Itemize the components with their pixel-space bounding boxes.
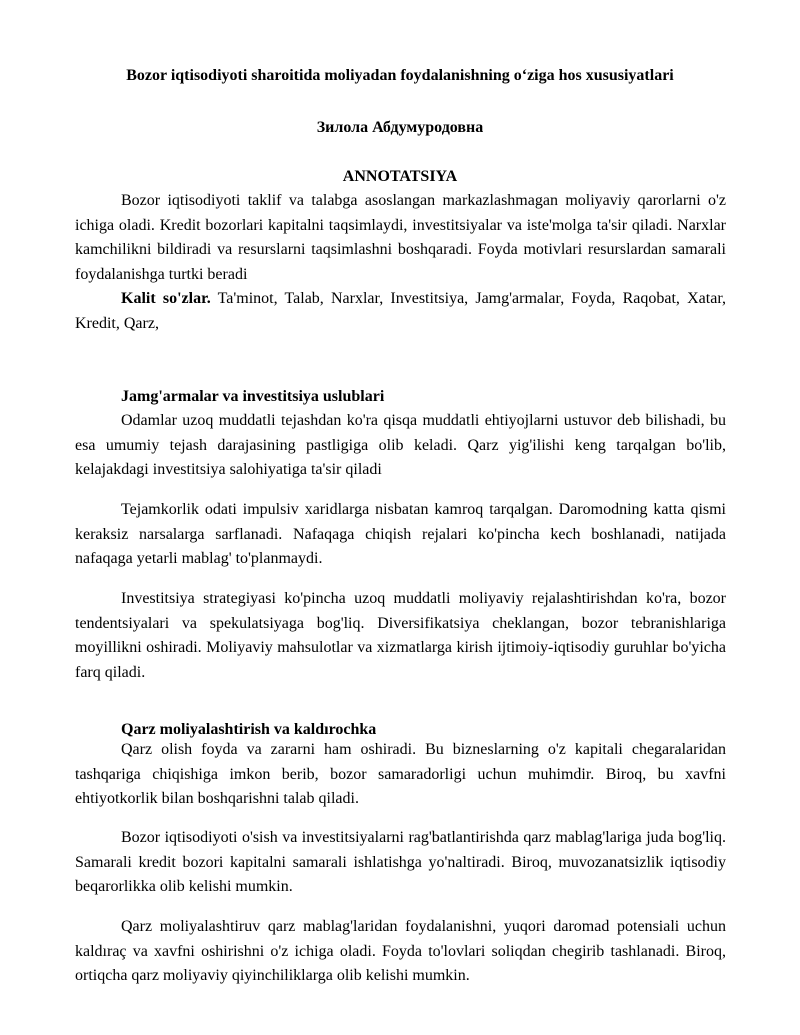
keywords-label: Kalit so'zlar.: [121, 290, 211, 307]
section-paragraph: Bozor iqtisodiyoti o'sish va investitsiyalarni rag'batlantirishda qarz mablag'lariga juda bog'liq. Samarali kredit bozori kapitalni samarali ishlatishga yo'naltiradi. Biroq, muvozanatsizlik iqtisodiy beqarorlikka olib kelishi mumkin.: [75, 829, 726, 895]
section-paragraph: Odamlar uzoq muddatli tejashdan ko'ra qisqa muddatli ehtiyojlarni ustuvor deb bilishadi, bu esa umumiy tejash darajasining pastligiga olib keladi. Qarz yig'ilishi keng tarqalgan bo'lib, kelajakdagi investitsiya salohiyatiga ta'sir qiladi: [75, 412, 726, 478]
section-paragraph: Qarz olish foyda va zararni ham oshiradi. Bu bizneslarning o'z kapitali chegaralaridan tashqariga chiqishiga imkon berib, bozor samaradorligi uchun muhimdir. Biroq, bu xavfni ehtiyotkorlik bilan boshqarishni talab qiladi.: [75, 741, 726, 807]
keywords-paragraph: [75, 287, 726, 336]
abstract-heading: ANNOTATSIYA: [342, 168, 458, 185]
section-heading: Jamg'armalar va investitsiya uslublari: [121, 388, 385, 405]
abstract-paragraph: Bozor iqtisodiyoti taklif va talabga asoslangan markazlashmagan moliyaviy qarorlarni o'z ichiga oladi. Kredit bozorlari kapitalni taqsimlaydi, investitsiyalar va iste'molga ta'sir qiladi. Narxlar kamchilikni bildiradi va resurslarni taqsimlashni boshqaradi. Foyda motivlari resurslardan samarali foydalanishga turtki beradi: [75, 192, 726, 283]
keywords-text: Ta'minot, Talab, Narxlar, Investitsiya, Jamg'armalar, Foyda, Raqobat, Xatar, Kredit, Qarz,: [75, 290, 727, 332]
document-title: Bozor iqtisodiyoti sharoitida moliyadan foydalanishning o‘ziga hos xususiyatlari: [126, 67, 674, 84]
section-paragraph: Tejamkorlik odati impulsiv xaridlarga nisbatan kamroq tarqalgan. Daromodning katta qismi keraksiz narsalarga sarflanadi. Nafaqaga chiqish rejalari ko'pincha kech boshlanadi, natijada nafaqaga yetarli mablag' to'planmaydi.: [75, 501, 726, 567]
section-paragraph: Qarz moliyalashtiruv qarz mablag'laridan foydalanishni, yuqori daromad potensiali uchun kaldıraç va xavfni oshirishni o'z ichiga oladi. Foyda to'lovlari soliqdan chegirib tashlanadi. Biroq, ortiqcha qarz moliyaviy qiyinchiliklarga olib kelishi mumkin.: [75, 918, 726, 984]
author-name: Зилола Абдумуродовна: [316, 119, 484, 136]
section-paragraph: Investitsiya strategiyasi ko'pincha uzoq muddatli moliyaviy rejalashtirishdan ko'ra, bozor tendentsiyalari va spekulatsiyaga bog'liq. Diversifikatsiya cheklangan, bozor tebranishlariga moyillikni oshiradi. Moliyaviy mahsulotlar va xizmatlarga kirish ijtimoiy-iqtisodiy guruhlar bo'yicha farq qiladi.: [75, 590, 726, 681]
section-heading: Qarz moliyalashtirish va kaldırochka: [121, 721, 377, 738]
